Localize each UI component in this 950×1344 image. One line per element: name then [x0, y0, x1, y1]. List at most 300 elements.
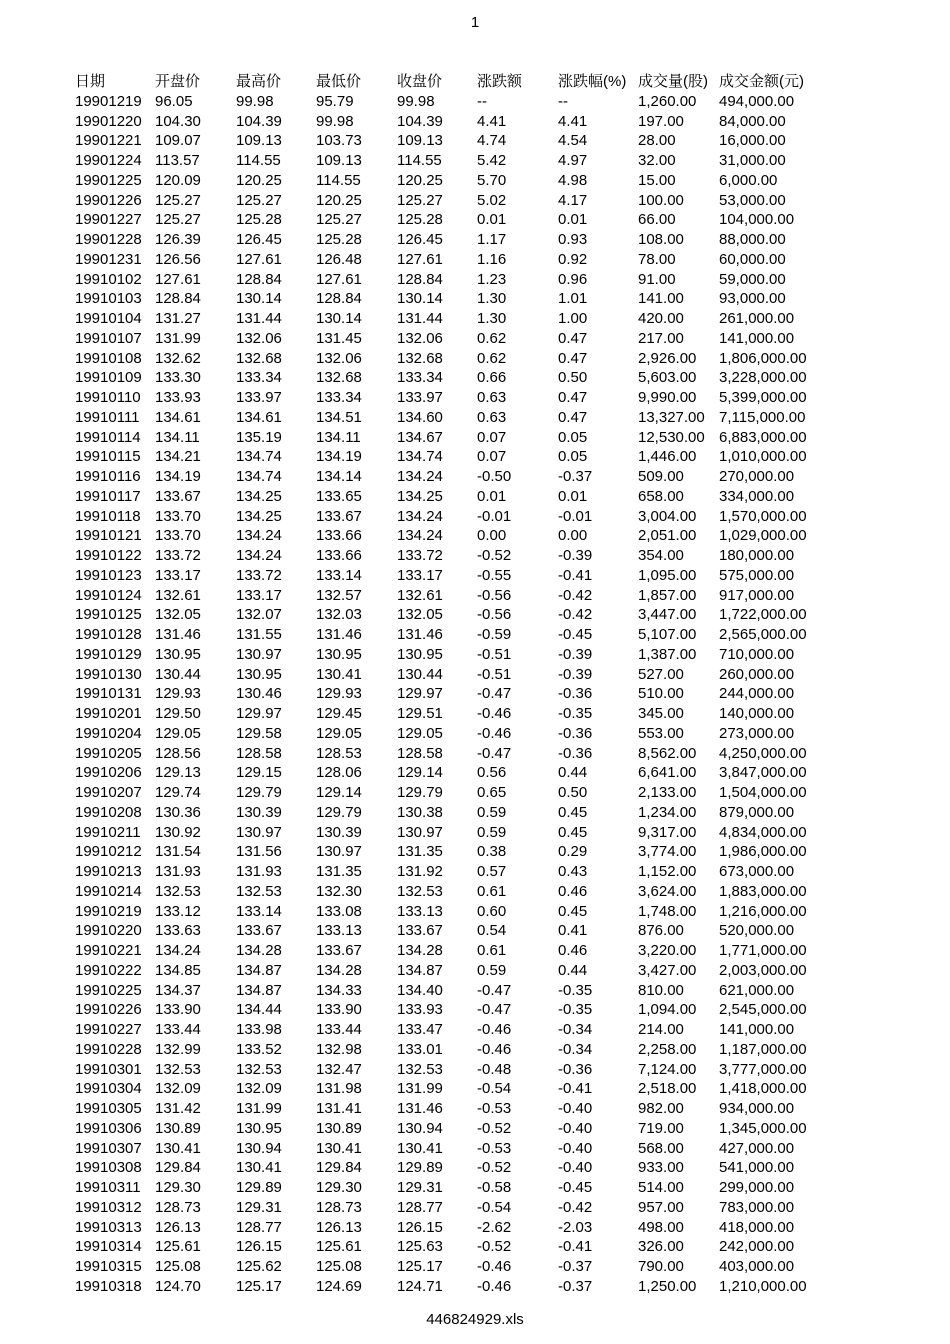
date-cell: 19910123 — [75, 566, 142, 584]
change-pct-cell: 0.47 — [558, 349, 588, 367]
change-pct-cell: -0.39 — [558, 665, 593, 683]
change-pct-cell: -0.35 — [558, 1001, 593, 1019]
amount-cell: 3,228,000.00 — [719, 369, 807, 387]
volume-cell: 514.00 — [638, 1179, 684, 1196]
low-cell: 132.03 — [316, 606, 362, 624]
change-cell: 5.02 — [477, 191, 507, 209]
amount-cell: 140,000.00 — [719, 705, 795, 722]
table-row — [75, 507, 829, 527]
date-cell: 19901224 — [75, 152, 142, 169]
volume-cell: 9,317.00 — [638, 823, 697, 841]
open-cell: 129.84 — [155, 1159, 201, 1177]
change-cell: 0.62 — [477, 349, 507, 367]
amount-cell: 1,771,000.00 — [719, 942, 807, 959]
change-cell: 0.66 — [477, 369, 507, 387]
date-cell: 19901221 — [75, 132, 142, 150]
change-pct-cell: -0.37 — [558, 1277, 593, 1295]
change-pct-cell: 0.93 — [558, 231, 588, 248]
low-cell: 99.98 — [316, 112, 354, 130]
volume-cell: 933.00 — [638, 1159, 684, 1177]
amount-cell: 879,000.00 — [719, 803, 795, 821]
open-cell: 126.39 — [155, 231, 201, 248]
open-cell: 133.67 — [155, 487, 201, 505]
table-row — [75, 131, 829, 151]
close-cell: 133.93 — [397, 1001, 443, 1019]
open-cell: 130.36 — [155, 803, 201, 821]
volume-cell: 957.00 — [638, 1198, 684, 1216]
volume-cell: 1,260.00 — [638, 92, 697, 110]
table-row — [75, 921, 829, 941]
change-pct-cell: -0.40 — [558, 1139, 593, 1157]
high-cell: 126.15 — [236, 1238, 282, 1256]
close-cell: 133.67 — [397, 922, 443, 940]
close-cell: 126.45 — [397, 231, 443, 248]
amount-cell: 60,000.00 — [719, 250, 786, 268]
change-pct-cell: 0.01 — [558, 487, 588, 505]
date-cell: 19910318 — [75, 1277, 142, 1295]
high-cell: 131.55 — [236, 626, 282, 643]
volume-cell: 8,562.00 — [638, 744, 697, 762]
amount-cell: 1,504,000.00 — [719, 784, 807, 801]
table-row — [75, 1237, 829, 1257]
change-cell: -0.46 — [477, 1040, 512, 1058]
volume-cell: 91.00 — [638, 270, 676, 288]
date-cell: 19910315 — [75, 1258, 142, 1275]
date-cell: 19910225 — [75, 981, 142, 999]
date-cell: 19910301 — [75, 1060, 142, 1078]
amount-cell: 6,883,000.00 — [719, 428, 807, 446]
column-header-volume: 成交量(股) — [638, 73, 708, 90]
low-cell: 133.66 — [316, 547, 362, 564]
close-cell: 125.63 — [397, 1238, 443, 1256]
date-cell: 19910312 — [75, 1198, 142, 1216]
date-cell: 19910130 — [75, 665, 142, 683]
close-cell: 125.17 — [397, 1258, 443, 1275]
volume-cell: 3,220.00 — [638, 942, 697, 959]
low-cell: 134.33 — [316, 981, 362, 999]
close-cell: 125.28 — [397, 211, 443, 229]
change-pct-cell: 0.45 — [558, 902, 588, 920]
volume-cell: 420.00 — [638, 310, 684, 327]
change-pct-cell: 4.54 — [558, 132, 588, 150]
amount-cell: 3,847,000.00 — [719, 764, 807, 782]
header-row — [75, 72, 829, 92]
change-pct-cell: 1.01 — [558, 290, 588, 308]
change-pct-cell: -0.36 — [558, 724, 593, 742]
change-cell: -0.55 — [477, 566, 512, 584]
high-cell: 132.06 — [236, 329, 282, 347]
high-cell: 129.58 — [236, 724, 282, 742]
table-row — [75, 961, 829, 981]
table-row — [75, 191, 829, 211]
high-cell: 132.68 — [236, 349, 282, 367]
date-cell: 19910304 — [75, 1080, 142, 1098]
amount-cell: 261,000.00 — [719, 310, 795, 327]
open-cell: 125.61 — [155, 1238, 201, 1256]
open-cell: 134.21 — [155, 448, 201, 466]
high-cell: 125.27 — [236, 191, 282, 209]
close-cell: 133.13 — [397, 902, 443, 920]
change-pct-cell: -2.03 — [558, 1218, 593, 1236]
open-cell: 130.92 — [155, 823, 201, 841]
volume-cell: 3,774.00 — [638, 843, 697, 861]
change-cell: 0.59 — [477, 823, 507, 841]
close-cell: 131.92 — [397, 863, 443, 880]
high-cell: 134.74 — [236, 448, 282, 466]
change-pct-cell: -0.37 — [558, 1258, 593, 1275]
high-cell: 130.46 — [236, 685, 282, 703]
change-cell: 1.16 — [477, 250, 507, 268]
high-cell: 134.61 — [236, 408, 282, 426]
close-cell: 134.25 — [397, 487, 443, 505]
column-header-amount: 成交金额(元) — [719, 73, 804, 90]
high-cell: 129.89 — [236, 1179, 282, 1196]
close-cell: 130.95 — [397, 645, 443, 663]
change-cell: 0.00 — [477, 527, 507, 545]
date-cell: 19910311 — [75, 1179, 141, 1196]
low-cell: 131.35 — [316, 863, 362, 880]
change-cell: 5.70 — [477, 171, 507, 189]
column-header-date: 日期 — [75, 73, 106, 90]
close-cell: 131.35 — [397, 843, 443, 861]
volume-cell: 2,926.00 — [638, 349, 697, 367]
change-pct-cell: -0.01 — [558, 507, 593, 525]
high-cell: 128.77 — [236, 1218, 282, 1236]
date-cell: 19910124 — [75, 586, 142, 604]
close-cell: 134.67 — [397, 428, 443, 446]
volume-cell: 1,748.00 — [638, 902, 697, 920]
high-cell: 129.79 — [236, 784, 282, 801]
low-cell: 125.27 — [316, 211, 362, 229]
open-cell: 133.44 — [155, 1021, 201, 1038]
change-cell: 0.62 — [477, 329, 507, 347]
open-cell: 130.95 — [155, 645, 201, 663]
date-cell: 19910115 — [75, 448, 141, 466]
change-cell: 1.30 — [477, 310, 507, 327]
volume-cell: 509.00 — [638, 468, 684, 485]
close-cell: 132.61 — [397, 586, 443, 604]
low-cell: 126.13 — [316, 1218, 362, 1236]
table-body — [75, 92, 829, 1297]
change-pct-cell: -0.41 — [558, 1080, 593, 1098]
change-cell: -0.52 — [477, 1159, 512, 1177]
high-cell: 134.87 — [236, 961, 282, 979]
low-cell: 133.65 — [316, 487, 362, 505]
low-cell: 132.68 — [316, 369, 362, 387]
high-cell: 132.53 — [236, 882, 282, 900]
change-cell: 0.38 — [477, 843, 507, 861]
date-cell: 19901220 — [75, 112, 142, 130]
change-cell: 0.59 — [477, 803, 507, 821]
date-cell: 19910205 — [75, 744, 142, 762]
change-pct-cell: 0.43 — [558, 863, 588, 880]
high-cell: 104.39 — [236, 112, 282, 130]
table-row — [75, 112, 829, 132]
change-cell: -0.46 — [477, 1021, 512, 1038]
change-cell: -0.59 — [477, 626, 512, 643]
amount-cell: 2,545,000.00 — [719, 1001, 807, 1019]
table-row — [75, 1020, 829, 1040]
date-cell: 19910103 — [75, 290, 142, 308]
close-cell: 134.74 — [397, 448, 443, 466]
amount-cell: 710,000.00 — [719, 645, 795, 663]
open-cell: 131.93 — [155, 863, 201, 880]
change-cell: 5.42 — [477, 152, 507, 169]
volume-cell: 790.00 — [638, 1258, 684, 1275]
column-header-low: 最低价 — [316, 73, 362, 90]
change-pct-cell: 0.45 — [558, 803, 588, 821]
open-cell: 132.62 — [155, 349, 201, 367]
low-cell: 128.73 — [316, 1198, 362, 1216]
volume-cell: 1,095.00 — [638, 566, 697, 584]
table-row — [75, 289, 829, 309]
volume-cell: 1,446.00 — [638, 448, 697, 466]
change-cell: -0.53 — [477, 1100, 512, 1117]
close-cell: 134.40 — [397, 981, 443, 999]
high-cell: 130.95 — [236, 1119, 282, 1137]
change-pct-cell: -0.36 — [558, 744, 593, 762]
amount-cell: 244,000.00 — [719, 685, 795, 703]
change-pct-cell: 0.44 — [558, 961, 588, 979]
table-row — [75, 605, 829, 625]
volume-cell: 100.00 — [638, 191, 684, 209]
amount-cell: 1,029,000.00 — [719, 527, 807, 545]
change-cell: 0.59 — [477, 961, 507, 979]
amount-cell: 7,115,000.00 — [719, 408, 806, 426]
low-cell: 133.90 — [316, 1001, 362, 1019]
change-cell: 1.30 — [477, 290, 507, 308]
change-cell: -0.51 — [477, 645, 512, 663]
change-cell: -0.47 — [477, 981, 512, 999]
amount-cell: 93,000.00 — [719, 290, 786, 308]
date-cell: 19910128 — [75, 626, 142, 643]
amount-cell: 4,250,000.00 — [719, 744, 807, 762]
amount-cell: 1,216,000.00 — [719, 902, 807, 920]
high-cell: 133.72 — [236, 566, 282, 584]
volume-cell: 197.00 — [638, 112, 684, 130]
change-cell: 0.07 — [477, 428, 507, 446]
volume-cell: 32.00 — [638, 152, 676, 169]
change-pct-cell: 0.47 — [558, 389, 588, 406]
close-cell: 124.71 — [397, 1277, 443, 1295]
change-cell: -0.48 — [477, 1060, 512, 1078]
table-row — [75, 368, 829, 388]
date-cell: 19910102 — [75, 270, 142, 288]
volume-cell: 28.00 — [638, 132, 676, 150]
volume-cell: 3,624.00 — [638, 882, 697, 900]
high-cell: 133.34 — [236, 369, 282, 387]
date-cell: 19910220 — [75, 922, 142, 940]
open-cell: 134.37 — [155, 981, 201, 999]
table-row — [75, 625, 829, 645]
low-cell: 134.14 — [316, 468, 362, 485]
close-cell: 134.24 — [397, 527, 443, 545]
amount-cell: 84,000.00 — [719, 112, 786, 130]
date-cell: 19910114 — [75, 428, 141, 446]
low-cell: 130.97 — [316, 843, 362, 861]
table-row — [75, 171, 829, 191]
close-cell: 129.14 — [397, 764, 443, 782]
high-cell: 134.74 — [236, 468, 282, 485]
volume-cell: 527.00 — [638, 665, 684, 683]
close-cell: 132.53 — [397, 1060, 443, 1078]
amount-cell: 1,806,000.00 — [719, 349, 807, 367]
low-cell: 128.06 — [316, 764, 362, 782]
amount-cell: 1,883,000.00 — [719, 882, 807, 900]
change-pct-cell: -0.45 — [558, 1179, 593, 1196]
low-cell: 133.08 — [316, 902, 362, 920]
table-row — [75, 783, 829, 803]
amount-cell: 520,000.00 — [719, 922, 795, 940]
change-pct-cell: 0.41 — [558, 922, 588, 940]
table-row — [75, 902, 829, 922]
low-cell: 133.34 — [316, 389, 362, 406]
low-cell: 130.39 — [316, 823, 362, 841]
high-cell: 133.52 — [236, 1040, 282, 1058]
low-cell: 129.30 — [316, 1179, 362, 1196]
volume-cell: 141.00 — [638, 290, 684, 308]
date-cell: 19910227 — [75, 1021, 142, 1038]
table-row — [75, 1139, 829, 1159]
change-cell: -0.52 — [477, 547, 512, 564]
change-cell: 0.57 — [477, 863, 507, 880]
low-cell: 125.08 — [316, 1258, 362, 1275]
high-cell: 125.28 — [236, 211, 282, 229]
table-row — [75, 526, 829, 546]
amount-cell: 31,000.00 — [719, 152, 786, 169]
open-cell: 134.85 — [155, 961, 201, 979]
column-header-open: 开盘价 — [155, 73, 201, 90]
open-cell: 125.08 — [155, 1258, 201, 1275]
volume-cell: 2,518.00 — [638, 1080, 697, 1098]
table-row — [75, 270, 829, 290]
low-cell: 128.84 — [316, 290, 362, 308]
low-cell: 129.14 — [316, 784, 362, 801]
low-cell: 132.98 — [316, 1040, 362, 1058]
open-cell: 128.84 — [155, 290, 201, 308]
high-cell: 133.17 — [236, 586, 282, 604]
volume-cell: 354.00 — [638, 547, 684, 564]
table-row — [75, 823, 829, 843]
change-cell: -- — [477, 92, 487, 110]
change-cell: -2.62 — [477, 1218, 512, 1236]
high-cell: 133.14 — [236, 902, 282, 920]
change-cell: 0.56 — [477, 764, 507, 782]
volume-cell: 2,051.00 — [638, 527, 697, 545]
table-row — [75, 408, 829, 428]
volume-cell: 2,133.00 — [638, 784, 697, 801]
table-row — [75, 981, 829, 1001]
change-pct-cell: 4.97 — [558, 152, 588, 169]
change-pct-cell: 0.46 — [558, 942, 588, 959]
amount-cell: 6,000.00 — [719, 171, 778, 189]
low-cell: 132.30 — [316, 882, 362, 900]
close-cell: 127.61 — [397, 250, 443, 268]
amount-cell: 917,000.00 — [719, 586, 795, 604]
low-cell: 133.13 — [316, 922, 362, 940]
close-cell: 133.47 — [397, 1021, 443, 1038]
volume-cell: 1,857.00 — [638, 586, 697, 604]
open-cell: 133.30 — [155, 369, 201, 387]
change-cell: -0.47 — [477, 1001, 512, 1019]
date-cell: 19910129 — [75, 645, 142, 663]
open-cell: 126.56 — [155, 250, 201, 268]
low-cell: 127.61 — [316, 270, 362, 288]
table-row — [75, 645, 829, 665]
open-cell: 134.24 — [155, 942, 201, 959]
table-row — [75, 665, 829, 685]
date-cell: 19910122 — [75, 547, 142, 564]
low-cell: 132.06 — [316, 349, 362, 367]
close-cell: 134.28 — [397, 942, 443, 959]
date-cell: 19910213 — [75, 863, 142, 880]
open-cell: 133.63 — [155, 922, 201, 940]
close-cell: 129.97 — [397, 685, 443, 703]
open-cell: 132.53 — [155, 882, 201, 900]
amount-cell: 299,000.00 — [719, 1179, 795, 1196]
change-pct-cell: 0.44 — [558, 764, 588, 782]
low-cell: 130.95 — [316, 645, 362, 663]
low-cell: 109.13 — [316, 152, 362, 169]
amount-cell: 673,000.00 — [719, 863, 795, 880]
close-cell: 133.72 — [397, 547, 443, 564]
high-cell: 132.07 — [236, 606, 282, 624]
volume-cell: 658.00 — [638, 487, 684, 505]
amount-cell: 427,000.00 — [719, 1139, 795, 1157]
open-cell: 120.09 — [155, 171, 201, 189]
high-cell: 134.24 — [236, 527, 282, 545]
amount-cell: 1,345,000.00 — [719, 1119, 807, 1137]
close-cell: 130.97 — [397, 823, 443, 841]
open-cell: 133.90 — [155, 1001, 201, 1019]
change-pct-cell: 4.98 — [558, 171, 588, 189]
high-cell: 109.13 — [236, 132, 282, 150]
amount-cell: 1,418,000.00 — [719, 1080, 807, 1098]
high-cell: 129.31 — [236, 1198, 282, 1216]
high-cell: 125.62 — [236, 1258, 282, 1275]
amount-cell: 2,565,000.00 — [719, 626, 807, 643]
change-pct-cell: 0.05 — [558, 428, 588, 446]
amount-cell: 1,010,000.00 — [719, 448, 807, 466]
low-cell: 131.98 — [316, 1080, 362, 1098]
amount-cell: 59,000.00 — [719, 270, 786, 288]
change-pct-cell: -0.40 — [558, 1159, 593, 1177]
open-cell: 128.73 — [155, 1198, 201, 1216]
change-pct-cell: -0.39 — [558, 645, 593, 663]
volume-cell: 12,530.00 — [638, 428, 705, 446]
volume-cell: 15.00 — [638, 171, 676, 189]
date-cell: 19910306 — [75, 1119, 142, 1137]
date-cell: 19901226 — [75, 191, 142, 209]
open-cell: 127.61 — [155, 270, 201, 288]
low-cell: 133.67 — [316, 507, 362, 525]
volume-cell: 5,107.00 — [638, 626, 697, 643]
low-cell: 131.45 — [316, 329, 362, 347]
date-cell: 19910204 — [75, 724, 142, 742]
date-cell: 19910121 — [75, 527, 142, 545]
volume-cell: 1,234.00 — [638, 803, 697, 821]
date-cell: 19910314 — [75, 1238, 142, 1256]
volume-cell: 568.00 — [638, 1139, 684, 1157]
volume-cell: 66.00 — [638, 211, 676, 229]
table-row — [75, 566, 829, 586]
table-row — [75, 1178, 829, 1198]
table-row — [75, 1060, 829, 1080]
change-cell: -0.46 — [477, 1277, 512, 1295]
low-cell: 131.41 — [316, 1100, 362, 1117]
high-cell: 129.97 — [236, 705, 282, 722]
amount-cell: 104,000.00 — [719, 211, 795, 229]
